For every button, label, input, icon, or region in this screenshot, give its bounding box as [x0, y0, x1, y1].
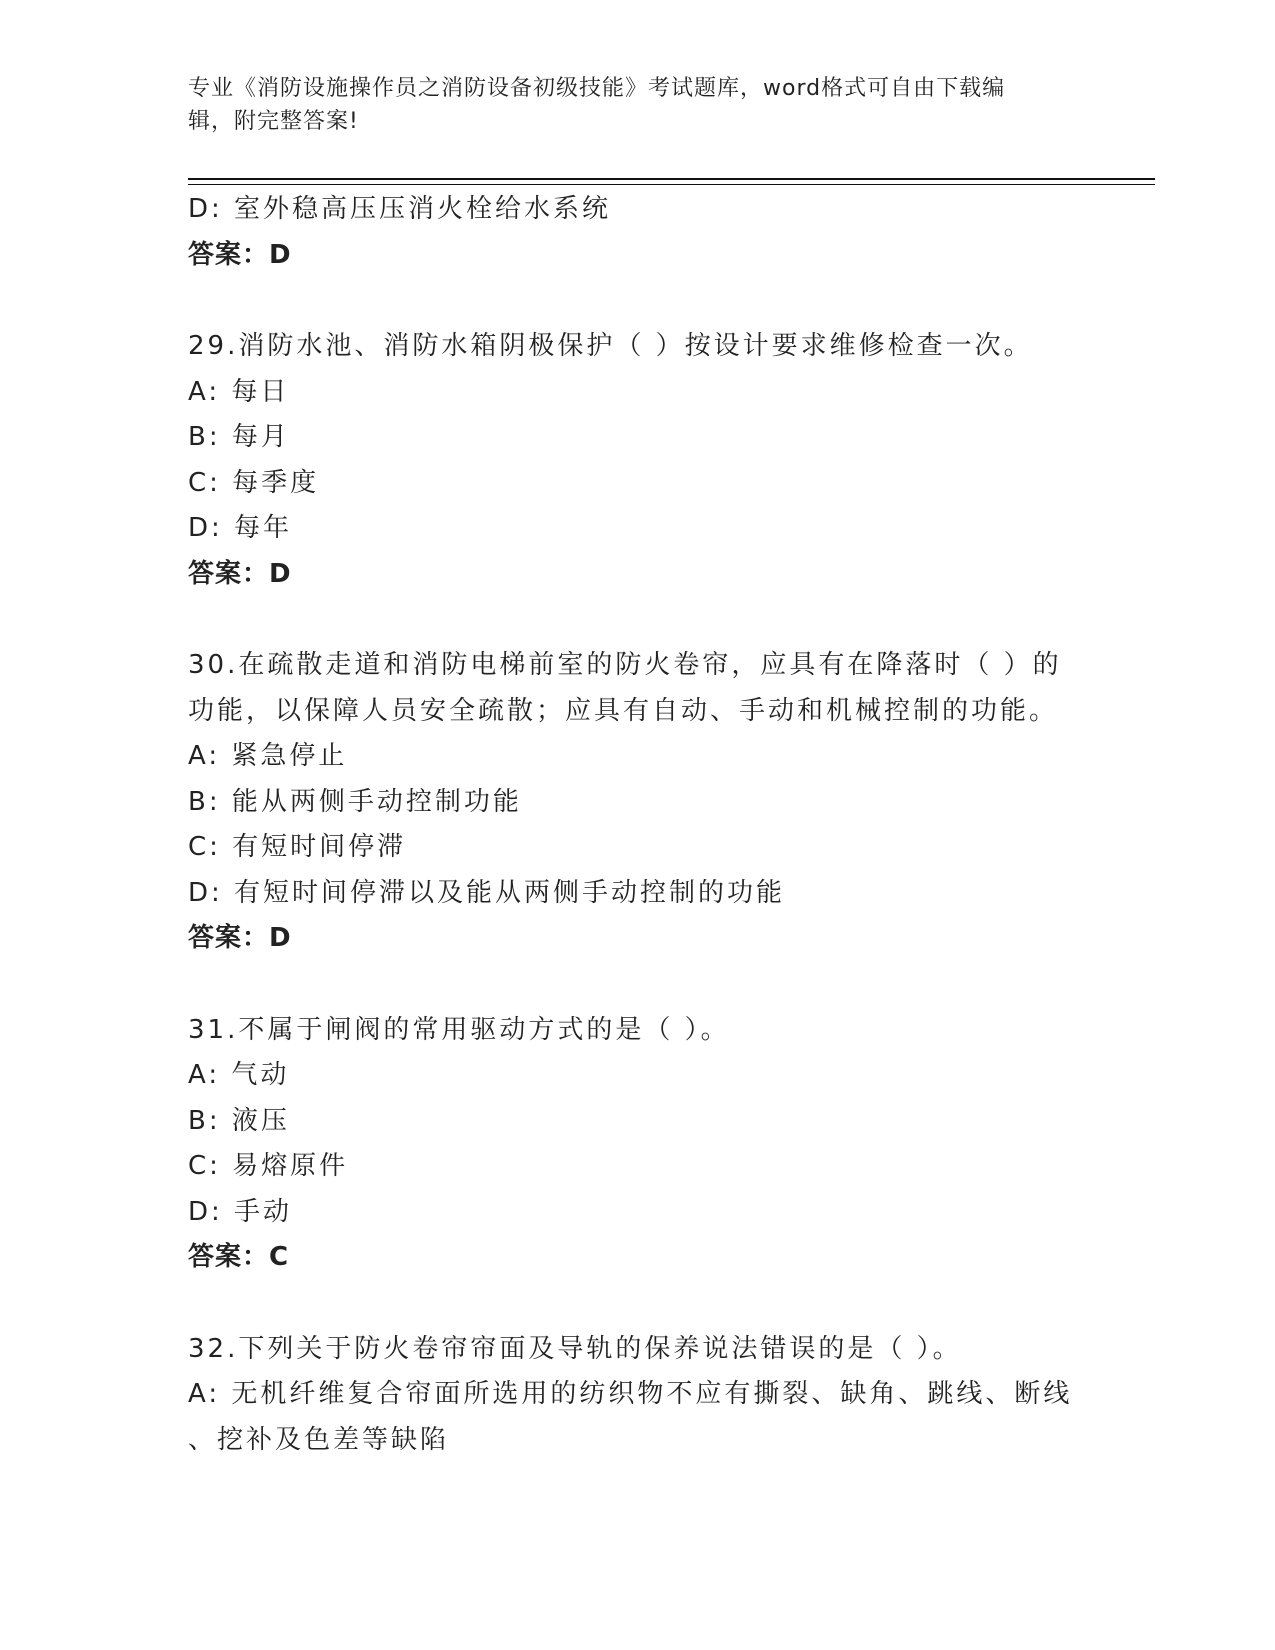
- question-31: [188, 1008, 1088, 1281]
- option-c: C: 每季度: [188, 467, 320, 498]
- option-d: D: 室外稳高压压消火栓给水系统: [188, 194, 612, 224]
- option-a: A: 气动: [188, 1060, 290, 1090]
- answer-line: 答案：D: [188, 239, 292, 270]
- option-a: A: 紧急停止: [188, 741, 348, 771]
- question-stem: 29.消防水池、消防水箱阴极保护（ ）按设计要求维修检查一次。: [188, 331, 1033, 361]
- question-29: [188, 324, 1088, 597]
- question-stem: 32.下列关于防火卷帘帘面及导轨的保养说法错误的是（ ）。: [188, 1333, 962, 1364]
- question-30: [188, 643, 1088, 962]
- option-b: B: 能从两侧手动控制功能: [188, 786, 522, 817]
- option-b: B: 每月: [188, 422, 290, 452]
- option-a-line-2: 、挖补及色差等缺陷: [188, 1424, 450, 1455]
- option-c: C: 易熔原件: [188, 1151, 349, 1181]
- option-b: B: 液压: [188, 1105, 290, 1136]
- header-divider-thin: [188, 184, 1155, 185]
- header-line-1: 专业《消防设施操作员之消防设备初级技能》考试题库，word格式可自由下载编: [188, 76, 1006, 101]
- question-stem-line-1: 30.在疏散走道和消防电梯前室的防火卷帘，应具有在降落时（ ）的: [188, 650, 1062, 680]
- header-line-2: 辑，附完整答案!: [188, 109, 359, 134]
- option-d: D: 手动: [188, 1196, 293, 1227]
- question-stem-line-2: 功能，以保障人员安全疏散；应具有自动、手动和机械控制的功能。: [188, 695, 1059, 726]
- option-a-line-1: A: 无机纤维复合帘面所选用的纺织物不应有撕裂、缺角、跳线、断线: [188, 1379, 1073, 1409]
- answer-line: 答案：D: [188, 558, 292, 589]
- option-c: C: 有短时间停滞: [188, 832, 407, 862]
- answer-line: 答案：D: [188, 923, 292, 953]
- option-d: D: 有短时间停滞以及能从两侧手动控制的功能: [188, 877, 786, 908]
- option-d: D: 每年: [188, 513, 293, 543]
- question-stem: 31.不属于闸阀的常用驱动方式的是（ ）。: [188, 1014, 730, 1045]
- question-list: [188, 187, 1088, 1463]
- question-32: [188, 1327, 1088, 1464]
- header-divider-thick: [188, 178, 1155, 180]
- document-header: [188, 72, 1068, 138]
- answer-line: 答案：C: [188, 1242, 290, 1272]
- option-a: A: 每日: [188, 376, 290, 407]
